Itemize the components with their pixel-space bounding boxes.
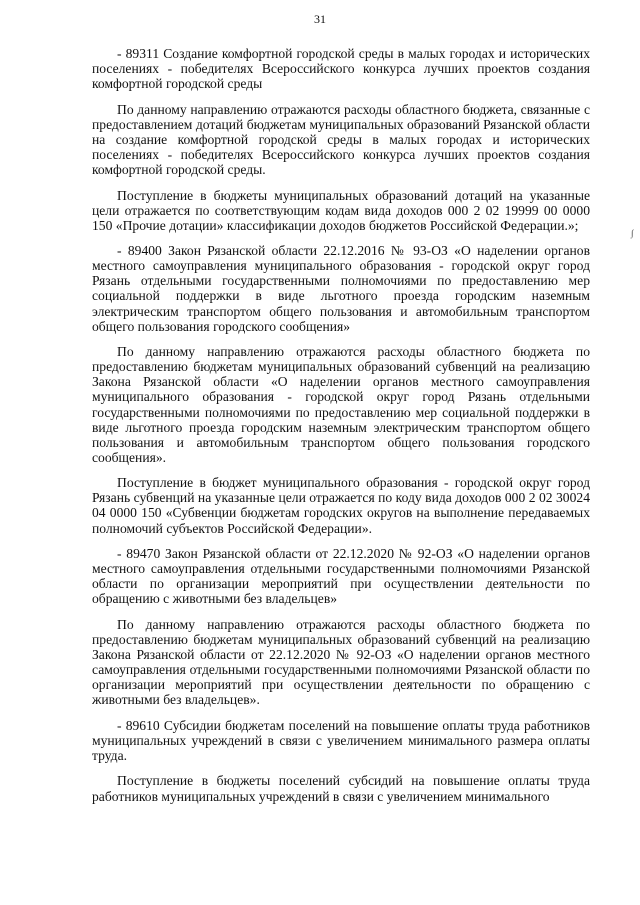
paragraph-89470-heading: - 89470 Закон Рязанской области от 22.12.2020 № 92-ОЗ «О наделении органов местного самоуправления отдельными государственными полномочиями Рязанской области по организации мероприятий при осуществлении деятельности по обращению с животными без владельцев» (92, 546, 590, 607)
margin-mark: ∫ (631, 228, 634, 238)
paragraph-89400-description: По данному направлению отражаются расходы областного бюджета по предоставлению бюджетам муниципальных образований субвенций на реализацию Закона Рязанской области «О наделении органов местного самоуправления муниципального образования - городской округ город Рязань отдельными государственными полномочиями по предоставлению мер социальной поддержки в виде льготного проезда городским наземным электрическим транспортом общего пользования и автомобильным транспортом общего пользования городского сообщения». (92, 344, 590, 465)
paragraph-89610-heading: - 89610 Субсидии бюджетам поселений на повышение оплаты труда работников муниципальных учреждений в связи с увеличением минимального размера оплаты труда. (92, 717, 590, 763)
document-body (92, 46, 590, 814)
paragraph-89470-description: По данному направлению отражаются расходы областного бюджета по предоставлению бюджетам муниципальных образований субвенций на реализацию Закона Рязанской области от 22.12.2020 № 92-ОЗ «О наделении органов местного самоуправления отдельными государственными полномочиями Рязанской области по организации мероприятий при осуществлении деятельности по обращению с животными без владельцев». (92, 616, 590, 708)
paragraph-89610-revenue: Поступление в бюджеты поселений субсидий на повышение оплаты труда работников муниципальных учреждений в связи с увеличением минимального (92, 773, 590, 804)
paragraph-89400-revenue: Поступление в бюджет муниципального образования - городской округ город Рязань субвенций на указанные цели отражается по коду вида доходов 000 2 02 30024 04 0000 150 «Субвенции бюджетам городских округов на выполнение передаваемых полномочий субъектов Российской Федерации». (92, 475, 590, 536)
page-number: 31 (314, 12, 326, 26)
paragraph-89311-revenue: Поступление в бюджеты муниципальных образований дотаций на указанные цели отражается по соответствующим кодам вида доходов 000 2 02 19999 00 0000 150 «Прочие дотации» классификации доходов бюджетов Российской Федерации.»; (92, 187, 590, 233)
paragraph-89311-description: По данному направлению отражаются расходы областного бюджета, связанные с предоставлением дотаций бюджетам муниципальных образований Рязанской области на создание комфортной городской среды в малых городах и исторических поселениях - победителях Всероссийского конкурса лучших проектов создания комфортной городской среды. (92, 101, 590, 178)
paragraph-89400-heading: - 89400 Закон Рязанской области 22.12.2016 № 93-ОЗ «О наделении органов местного самоуправления муниципального образования - городской округ город Рязань отдельными государственными полномочиями по предоставлению мер социальной поддержки в виде льготного проезда городским наземным электрическим транспортом общего пользования и автомобильным транспортом общего пользования городского сообщения» (92, 243, 590, 334)
paragraph-89311-heading: - 89311 Создание комфортной городской среды в малых городах и исторических поселениях - победителях Всероссийского конкурса лучших проектов создания комфортной городской среды (92, 46, 590, 92)
